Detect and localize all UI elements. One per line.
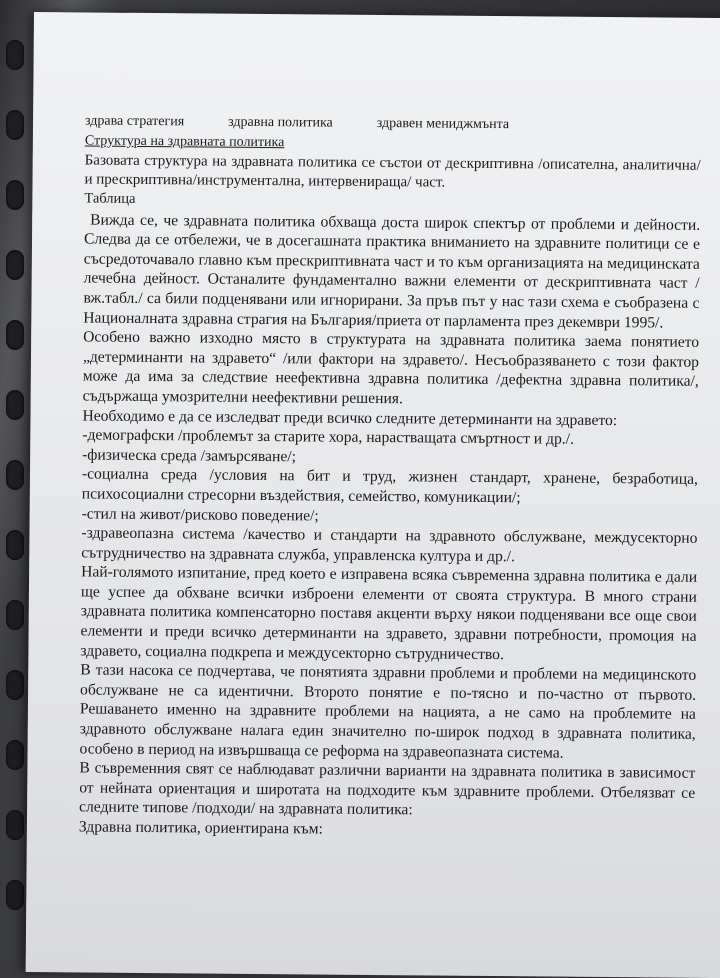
binder-hole <box>6 740 24 770</box>
paragraph: Вижда се, че здравната политика обхваща доста широк спектър от проблеми и дейности. Следва да се отбележи, че в досегашната практика вниманието на здравните политици се е съсредоточавало главно към прескриптивната част и то към организацията на медицинската лечебна дейност. Останалите фундаментално важни елементи от дескриптивната част /вж.табл./ са били подценявани или игнорирани. За пръв път у нас тази схема е съобразена с Националната здравна страгия на България/приета от парламента през декември 1995/. <box>83 211 701 332</box>
binder-hole <box>6 600 24 630</box>
binder-hole <box>6 670 24 700</box>
paragraph: Особено важно изходно място в структурата на здравната политика заема понятието „детерминанти на здравето“ /или фактори на здравето/. Несъобразяването с този фактор може да има за следствие неефективна здравна политика /дефектна здравна политика/, съдържаща умозрителни неефективни решения. <box>82 328 700 408</box>
table-label: Таблица <box>84 190 136 207</box>
binder-hole <box>6 110 24 140</box>
binder-hole <box>6 250 24 280</box>
section-title: Структура на здравната политика <box>84 133 285 151</box>
binder-hole <box>6 880 24 910</box>
binder-hole <box>6 530 24 560</box>
header-col-policy: здравна политика <box>228 114 333 131</box>
list-item: -стил на живот/рисково поведение/; <box>81 504 319 525</box>
paragraph: Здравна политика, ориентирана към: <box>78 818 323 838</box>
binder-hole <box>6 460 24 490</box>
paragraph: Необходимо е да се изследват преди всичко следните детерминанти на здравето: <box>82 406 618 429</box>
header-col-strategy: здрава стратегия <box>84 113 185 130</box>
binder-hole <box>6 40 24 70</box>
binder-hole <box>6 390 24 420</box>
list-item: -социална среда /условия на бит и труд, жизнен стандарт, хранене, безработица, психосоциални стресорни въздействия, семейство, комуникации/; <box>81 465 699 507</box>
binder-hole <box>6 180 24 210</box>
page-content <box>79 112 701 842</box>
intro-paragraph: Базовата структура на здравната политика се състои от дескриптивна /описателна, аналитична/ и прескриптивна/инструментална, интервенираща/ част. <box>84 152 701 191</box>
paragraph: Най-голямото изпитание, пред което е изправена всяка съвременна здравна политика е дали ще успее да обхване всички изброени елементи от своята структура. В много страни здравната политика компенсаторно поставя акценти върху някои подценявани все още свои елементи и преди всичко детерминанти на здравето, здравни потребности, промоция на здравето, социална подкрепа и междусекторно сътрудничество. <box>80 563 698 663</box>
list-item: -здравеопазна система /качество и стандарти на здравното обслужване, междусекторно сътрудничество на здравната служба, управленска култура и др./. <box>81 524 698 565</box>
paragraph: В съвременния свят се наблюдават различни варианти на здравната политика в зависимост от нейната ориентация и широтата на подходите към здравните проблеми. Отбелязват се следните типове /подходи/ на здравната политика: <box>78 759 696 819</box>
header-col-management: здравен мениджмънта <box>376 115 510 133</box>
paragraph: В тази насока се подчертава, че понятията здравни проблеми и проблеми на медицинското обслужване не са идентични. Второто понятие е по-тясно и по-частно от първото. Решаването именно на здравните проблеми на нацията, а не само на проблемите на здравното обслужване налага един значително по-широк подход в здравната политика, особено в период на извършваща се реформа на здравеопазната система. <box>79 661 697 762</box>
binder-hole <box>6 320 24 350</box>
document-page <box>26 12 720 978</box>
list-item: -демографски /проблемът за старите хора, нарастващата смъртност и др./. <box>82 426 575 448</box>
binder-hole <box>6 810 24 840</box>
list-item: -физическа среда /замърсяване/; <box>82 446 297 466</box>
